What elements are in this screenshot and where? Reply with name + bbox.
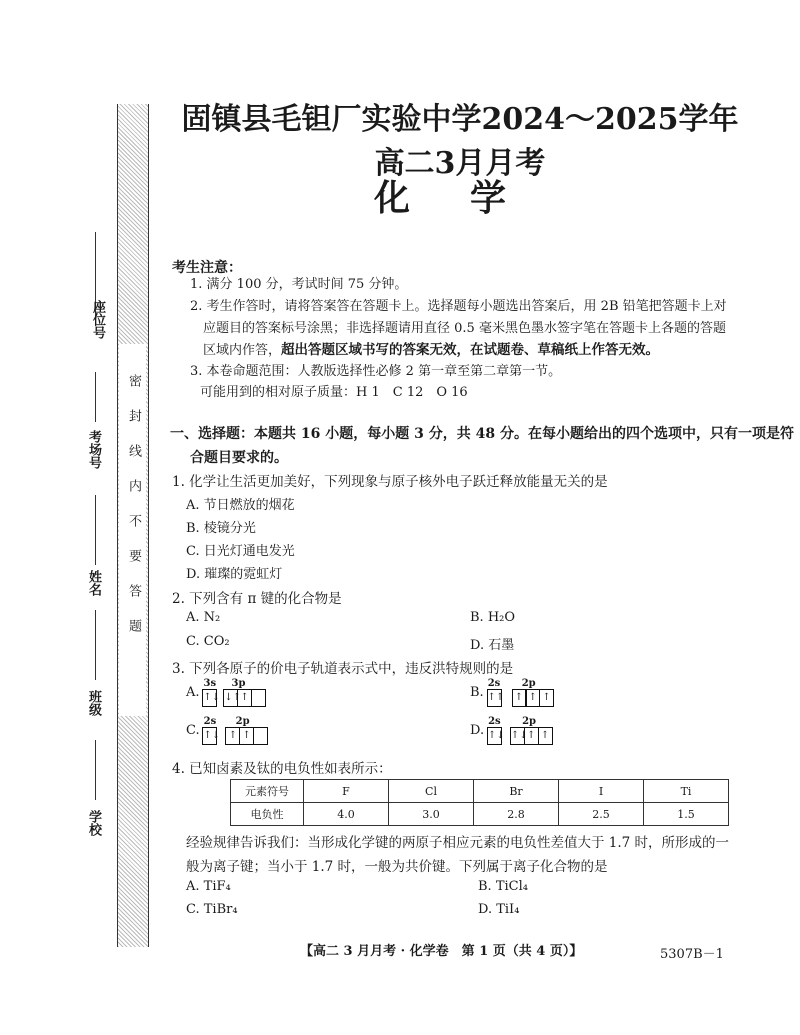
table-cell: 元素符号 xyxy=(231,780,304,803)
orbital-box: ↑ xyxy=(525,689,540,707)
q3-option-a xyxy=(186,678,266,707)
q3-b-l1: 2s xyxy=(487,678,501,689)
section-line-1: 一、选择题：本题共 16 小题，每小题 3 分，共 48 分。在每小题给出的四个选项中，只有一项是符 xyxy=(170,426,794,442)
table-row xyxy=(231,780,729,803)
q3-option-c xyxy=(186,716,268,745)
table-cell: Cl xyxy=(389,780,474,803)
q3-a-label: A. xyxy=(186,685,200,700)
orbital-box: ↑↓ xyxy=(510,727,525,745)
exam-title: 固镇县毛钽厂实验中学2024～2025学年高二3月月考 xyxy=(181,102,739,181)
orbital-box: ↑ xyxy=(225,727,240,745)
name-line xyxy=(95,495,96,565)
q4-rule-2: 般为离子键；当小于 1.7 时，一般为共价键。下列属于离子化合物的是 xyxy=(186,859,608,875)
table-cell: 电负性 xyxy=(231,803,304,826)
orbital-box: ↑ xyxy=(539,689,554,707)
q1-option-d: D. 璀璨的霓虹灯 xyxy=(186,567,283,582)
table-cell: 1.5 xyxy=(644,803,729,826)
orbital-box: ↑↑ xyxy=(487,689,502,707)
section-line-2: 合题目要求的。 xyxy=(190,450,288,466)
q3-d-orbital xyxy=(488,716,552,745)
table-cell: Br xyxy=(474,780,559,803)
orbital-box: ↑↓ xyxy=(487,727,502,745)
table-cell: 2.5 xyxy=(559,803,644,826)
school-label: 学校 xyxy=(86,810,101,836)
q4-stem: 4. 已知卤素及钛的电负性如表所示： xyxy=(172,761,392,777)
notice-heading: 考生注意： xyxy=(172,260,242,276)
table-cell: 4.0 xyxy=(304,803,389,826)
q4-option-a: A. TiF₄ xyxy=(186,879,231,894)
table-cell: F xyxy=(304,780,389,803)
q3-c-l1: 2s xyxy=(203,716,217,727)
table-row xyxy=(231,803,729,826)
name-label: 姓名 xyxy=(86,570,101,596)
q3-a-orbital xyxy=(204,678,266,707)
orbital-box: ↑ xyxy=(512,689,527,707)
q4-option-d: D. TiI₄ xyxy=(478,902,520,917)
q3-b-l2: 2p xyxy=(521,678,536,689)
notice-line-4-b: 超出答题区域书写的答案无效，在试题卷、草稿纸上作答无效。 xyxy=(281,342,660,358)
table-cell: 3.0 xyxy=(389,803,474,826)
notice-line-4 xyxy=(203,341,659,360)
q2-stem: 2. 下列含有 π 键的化合物是 xyxy=(172,591,342,607)
seal-text: 密封线内不要答题 xyxy=(126,374,141,654)
class-label: 班级 xyxy=(86,690,101,716)
page-footer: 【高二 3 月月考 · 化学卷 第 1 页（共 4 页）】 xyxy=(300,944,583,959)
q3-option-d xyxy=(470,716,553,745)
q3-d-label: D. xyxy=(470,723,485,738)
orbital-box: ↑ xyxy=(237,689,252,707)
q3-c-label: C. xyxy=(186,723,200,738)
q3-d-l2: 2p xyxy=(522,716,537,727)
q3-b-label: B. xyxy=(470,685,484,700)
q1-option-c: C. 日光灯通电发光 xyxy=(186,544,295,559)
table-cell: I xyxy=(559,780,644,803)
seat-label: 座位号 xyxy=(90,300,105,339)
q2-option-d: D. 石墨 xyxy=(470,638,515,653)
class-line xyxy=(95,610,96,680)
school-line xyxy=(95,740,96,800)
q3-a-l2: 3p xyxy=(231,678,246,689)
q3-option-b xyxy=(470,678,554,707)
orbital-box xyxy=(253,727,268,745)
orbital-box: ↑↓ xyxy=(202,689,217,707)
exam-room-line xyxy=(95,372,96,422)
table-cell: 2.8 xyxy=(474,803,559,826)
exam-room-label: 考场号 xyxy=(86,430,101,469)
q3-c-l2: 2p xyxy=(235,716,250,727)
subject-title: 化学 xyxy=(373,177,566,219)
q1-stem: 1. 化学让生活更加美好，下列现象与原子核外电子跃迁释放能量无关的是 xyxy=(172,474,608,490)
paper-code: 5307B－1 xyxy=(660,947,724,962)
q1-option-b: B. 棱镜分光 xyxy=(186,521,256,536)
orbital-box: ↑ xyxy=(538,727,553,745)
q3-c-orbital xyxy=(204,716,268,745)
q2-option-a: A. N₂ xyxy=(186,610,221,625)
orbital-box: ↓↑ xyxy=(223,689,238,707)
table-cell: Ti xyxy=(644,780,729,803)
notice-line-2: 2. 考生作答时，请将答案答在答题卡上。选择题每小题选出答案后，用 2B 铅笔把答题卡上对 xyxy=(190,299,727,314)
q1-option-a: A. 节日燃放的烟花 xyxy=(186,498,295,513)
notice-line-4-a: 区域内作答， xyxy=(203,343,282,358)
q2-option-b: B. H₂O xyxy=(470,610,516,625)
orbital-box: ↑ xyxy=(524,727,539,745)
q3-b-orbital xyxy=(488,678,554,707)
q3-a-l1: 3s xyxy=(203,678,217,689)
q2-option-c: C. CO₂ xyxy=(186,634,230,649)
notice-line-6: 可能用到的相对原子质量：H 1 C 12 O 16 xyxy=(200,385,468,400)
q3-stem: 3. 下列各原子的价电子轨道表示式中，违反洪特规则的是 xyxy=(172,661,514,677)
section-heading xyxy=(170,422,794,470)
q3-d-l1: 2s xyxy=(488,716,501,727)
notice-line-3: 应题目的答案标号涂黑；非选择题请用直径 0.5 毫米黑色墨水签字笔在答题卡上各题的答题 xyxy=(203,321,726,336)
electronegativity-table xyxy=(230,779,729,826)
orbital-box: ↑↓ xyxy=(202,727,217,745)
q4-option-c: C. TiBr₄ xyxy=(186,902,238,917)
q4-rule-1: 经验规律告诉我们：当形成化学键的两原子相应元素的电负性差值大于 1.7 时，所形成的一 xyxy=(186,835,730,851)
notice-line-1: 1. 满分 100 分，考试时间 75 分钟。 xyxy=(190,277,408,292)
notice-line-5: 3. 本卷命题范围：人教版选择性必修 2 第一章至第二章第一节。 xyxy=(190,364,562,379)
orbital-box: ↑ xyxy=(239,727,254,745)
orbital-box xyxy=(251,689,266,707)
q4-option-b: B. TiCl₄ xyxy=(478,879,528,894)
